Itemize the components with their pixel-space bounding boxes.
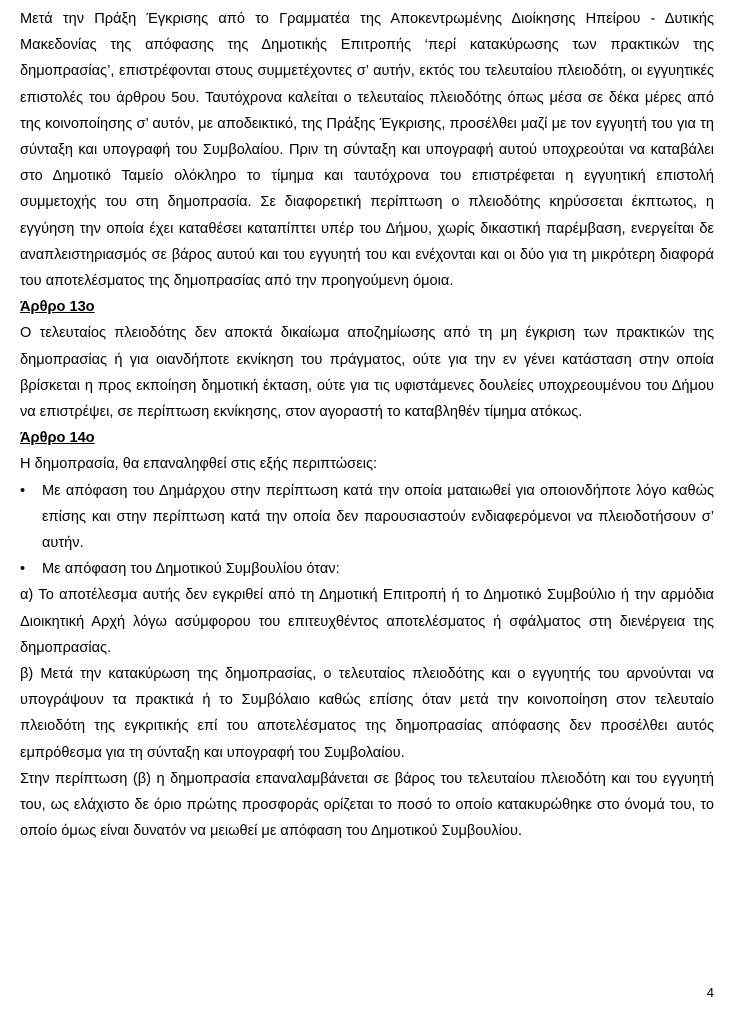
article-14-bullet-1 bbox=[20, 478, 714, 557]
article-14-heading: Άρθρο 14ο bbox=[20, 430, 95, 447]
bullet-icon: • bbox=[20, 561, 26, 578]
bullet-1-text: Με απόφαση του Δημάρχου στην περίπτωση κατά την οποία ματαιωθεί για οποιονδήποτε λόγο καθώς επίσης και στην περίπτωση κατά την οποία δεν παρουσιαστούν ενδιαφερόμενοι να πλειοδοτήσουν σ’ αυτήν. bbox=[42, 482, 714, 552]
bullet-2-text: Με απόφαση του Δημοτικού Συμβουλίου όταν: bbox=[42, 561, 340, 578]
article-14-bullet-2 bbox=[20, 556, 714, 582]
article-14-item-b: β) Μετά την κατακύρωση της δημοπρασίας, ο τελευταίος πλειοδότης και ο εγγυητής του αρνούνται να υπογράψουν τα πρακτικά ή το Συμβόλαιο καθώς επίσης όταν μετά την κοινοποίηση στον τελευταίο πλειοδότη της εγκριτικής επί του αποτελέσματος της δημοπρασίας απόφασης δεν προσέλθει αυτός εμπρόθεσμα για τη σύνταξη και υπογραφή του Συμβολαίου. bbox=[20, 666, 714, 761]
article-13-heading: Άρθρο 13ο bbox=[20, 299, 95, 316]
article-14-intro: Η δημοπρασία, θα επαναληφθεί στις εξής περιπτώσεις: bbox=[20, 456, 378, 473]
intro-paragraph: Μετά την Πράξη Έγκρισης από το Γραμματέα της Αποκεντρωμένης Διοίκησης Ηπείρου - Δυτικής Μακεδονίας της απόφασης της Δημοτικής Επιτροπής ‘περί κατακύρωσης των πρακτικών της δημοπρασίας’, επιστρέφονται στους συμμετέχοντες σ’ αυτήν, εκτός του τελευταίου πλειοδότη, οι εγγυητικές επιστολές του άρθρου 5ου. Ταυτόχρονα καλείται ο τελευταίος πλειοδότης όπως μέσα σε δέκα μέρες από της κοινοποίησης σ’ αυτόν, με αποδεικτικό, της Πράξης Έγκρισης, προσέλθει μαζί με τον εγγυητή του για τη σύνταξη και υπογραφή του Συμβολαίου. Πριν τη σύνταξη και υπογραφή αυτού υποχρεούται να καταβάλει στο Δημοτικό Ταμείο ολόκληρο το τίμημα και ταυτόχρονα του επιστρέφεται η εγγυητική επιστολή συμμετοχής του στη δημοπρασία. Σε διαφορετική περίπτωση ο πλειοδότης κηρύσσεται έκπτωτος, η εγγύηση την οποία έχει καταθέσει καταπίπτει υπέρ του Δήμου, χωρίς δικαστική παρέμβαση, ενεργείται δε αναπλειστηριασμός σε βάρος αυτού και του εγγυητή του και ενέχονται και οι δύο για τη μικρότερη διαφορά του αποτελέσματος της δημοπρασίας από την προηγούμενη όμοια. bbox=[20, 11, 714, 290]
article-14-closing: Στην περίπτωση (β) η δημοπρασία επαναλαμβάνεται σε βάρος του τελευταίου πλειοδότη και του εγγυητή του, ως ελάχιστο δε όριο πρώτης προσφοράς ορίζεται το ποσό το οποίο κατακυρώθηκε στο όνομά του, το οποίο όμως είναι δυνατόν να μειωθεί με απόφαση του Δημοτικού Συμβουλίου. bbox=[20, 770, 714, 840]
page-number: 4 bbox=[706, 985, 714, 1000]
article-13-body: Ο τελευταίος πλειοδότης δεν αποκτά δικαίωμα αποζημίωσης από τη μη έγκριση των πρακτικών της δημοπρασίας ή για οιανδήποτε εκνίκηση του πράγματος, ούτε για την εν γένει κατάσταση στην οποία βρίσκεται η προς εκποίηση δημοτική έκταση, ούτε για τις υφιστάμενες δουλείες υποχρεουμένου του Δήμου να επιστρέψει, σε περίπτωση εκνίκησης, στον αγοραστή το καταβληθέν τίμημα ατόκως. bbox=[20, 325, 714, 421]
article-14-item-a: α) Το αποτέλεσμα αυτής δεν εγκριθεί από τη Δημοτική Επιτροπή ή το Δημοτικό Συμβούλιο ή την αρμόδια Διοικητική Αρχή λόγω ασύμφορου του επιτευχθέντος αποτελέσματος ή σφάλματος στη διενέργεια της δημοπρασίας. bbox=[20, 587, 714, 656]
bullet-icon: • bbox=[20, 482, 26, 499]
document-page bbox=[20, 6, 714, 845]
